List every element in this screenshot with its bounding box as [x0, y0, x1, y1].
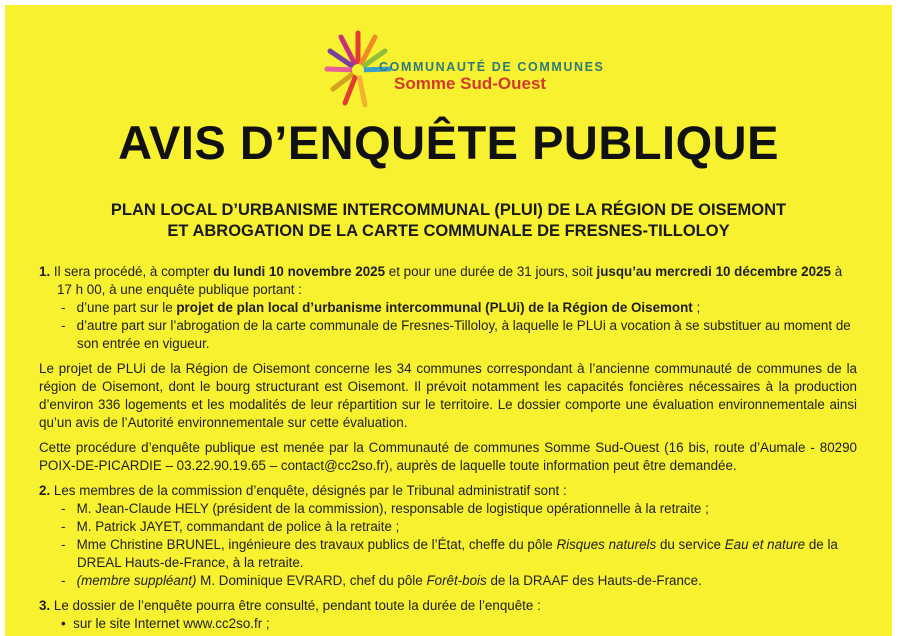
dash-1-bold: projet de plan local d’urbanisme intercommunal (PLUi) de la Région de Oisemont [176, 300, 693, 315]
dash-2-text: d’autre part sur l’abrogation de la carte communale de Fresnes-Tilloloy, à laquelle le PLUi a vocation à se substituer au moment de son entrée en vigueur. [76, 318, 851, 351]
item-1-text-a: Il sera procédé, à compter [50, 264, 214, 279]
item-1-text-c: à 17 h 00, à une enquête publique portant : [57, 264, 843, 297]
member-2: - M. Patrick JAYET, commandant de police à la retraite ; [61, 519, 400, 534]
dash-1-end: ; [692, 300, 701, 315]
logo [323, 25, 623, 111]
item-1-start-date: du lundi 10 novembre 2025 [213, 264, 386, 279]
item-2-number: 2. [39, 483, 51, 498]
item-3-bullet-1-text: sur le site Internet www.cc2so.fr ; [73, 616, 270, 631]
member-4: - (membre suppléant) M. Dominique EVRARD, chef du pôle Forêt-bois de la DRAAF des Hauts-de-France. [61, 573, 702, 588]
member-4-text-a: M. Dominique EVRARD, chef du pôle [196, 573, 427, 588]
member-3: - Mme Christine BRUNEL, ingénieure des travaux publics de l’État, cheffe du pôle Risques naturels du service Eau et nature de la DREAL Hauts-de-France, à la retraite. [61, 537, 838, 570]
member-3-text-a: Mme Christine BRUNEL, ingénieure des travaux publics de l’État, cheffe du pôle [76, 537, 557, 552]
member-3-text-b: du service [656, 537, 725, 552]
member-3-italic-2: Eau et nature [724, 537, 806, 552]
notice-subtitle [5, 200, 892, 242]
subtitle-line-1: PLAN LOCAL D’URBANISME INTERCOMMUNAL (PLUI) DE LA RÉGION DE OISEMONT [110, 201, 787, 219]
item-1-dash-1: - d’une part sur le projet de plan local d’urbanisme intercommunal (PLUi) de la Région de Oisemont ; [61, 300, 701, 315]
item-3 [39, 597, 857, 615]
member-4-role: (membre suppléant) [76, 573, 197, 588]
paragraph-procedure: Cette procédure d’enquête publique est menée par la Communauté de communes Somme Sud-Ouest (16 bis, route d’Aumale - 80290 POIX-DE-PICARDIE – 03.22.90.19.65 – contact@cc2so.fr), auprès de laquelle toute information peut être demandée. [39, 440, 857, 473]
dash-1-text: d’une part sur le [76, 300, 177, 315]
item-3-intro: Le dossier de l’enquête pourra être consulté, pendant toute la durée de l’enquête : [50, 598, 541, 613]
member-3-italic-1: Risques naturels [556, 537, 657, 552]
member-3-text-c: de la DREAL Hauts-de-France, à la retraite. [77, 537, 838, 570]
item-2 [39, 482, 857, 500]
item-1 [39, 263, 857, 299]
member-4-italic: Forêt-bois [426, 573, 487, 588]
logo-line-community: COMMUNAUTÉ DE COMMUNES [379, 60, 605, 74]
item-1-number: 1. [39, 264, 51, 279]
item-3-number: 3. [39, 598, 51, 613]
member-2-text: M. Patrick JAYET, commandant de police à la retraite ; [76, 519, 400, 534]
member-1: - M. Jean-Claude HELY (président de la commission), responsable de logistique opérationnelle à la retraite ; [61, 501, 709, 516]
logo-line-name: Somme Sud-Ouest [394, 74, 547, 93]
notice-sheet [5, 5, 892, 636]
notice-title: AVIS D’ENQUÊTE PUBLIQUE [118, 116, 779, 169]
notice-body [39, 263, 857, 633]
item-2-intro: Les membres de la commission d’enquête, désignés par le Tribunal administratif sont : [50, 483, 567, 498]
item-3-bullet-1: • sur le site Internet www.cc2so.fr ; [61, 616, 270, 631]
member-1-text: M. Jean-Claude HELY (président de la commission), responsable de logistique opérationnelle à la retraite ; [76, 501, 709, 516]
paragraph-plui: Le projet de PLUi de la Région de Oisemont concerne les 34 communes correspondant à l’ancienne communauté de communes de la région de Oisemont, dont le bourg structurant est Oisemont. Il prévoit notamment les capacités foncières nécessaires à la production d’environ 336 logements et les modalités de leur répartition sur le territoire. Le dossier comporte une évaluation environnementale ainsi qu’un avis de l’Autorité environnementale sur cette évaluation. [39, 361, 857, 430]
subtitle-line-2: ET ABROGATION DE LA CARTE COMMUNALE DE FRESNES-TILLOLOY [167, 222, 730, 240]
member-4-text-b: de la DRAAF des Hauts-de-France. [486, 573, 702, 588]
item-1-text-b: et pour une durée de 31 jours, soit [385, 264, 597, 279]
item-1-end-date: jusqu’au mercredi 10 décembre 2025 [596, 264, 831, 279]
item-1-dash-2: - d’autre part sur l’abrogation de la carte communale de Fresnes-Tilloloy, à laquelle le PLUi a vocation à se substituer au moment de son entrée en vigueur. [61, 318, 851, 351]
